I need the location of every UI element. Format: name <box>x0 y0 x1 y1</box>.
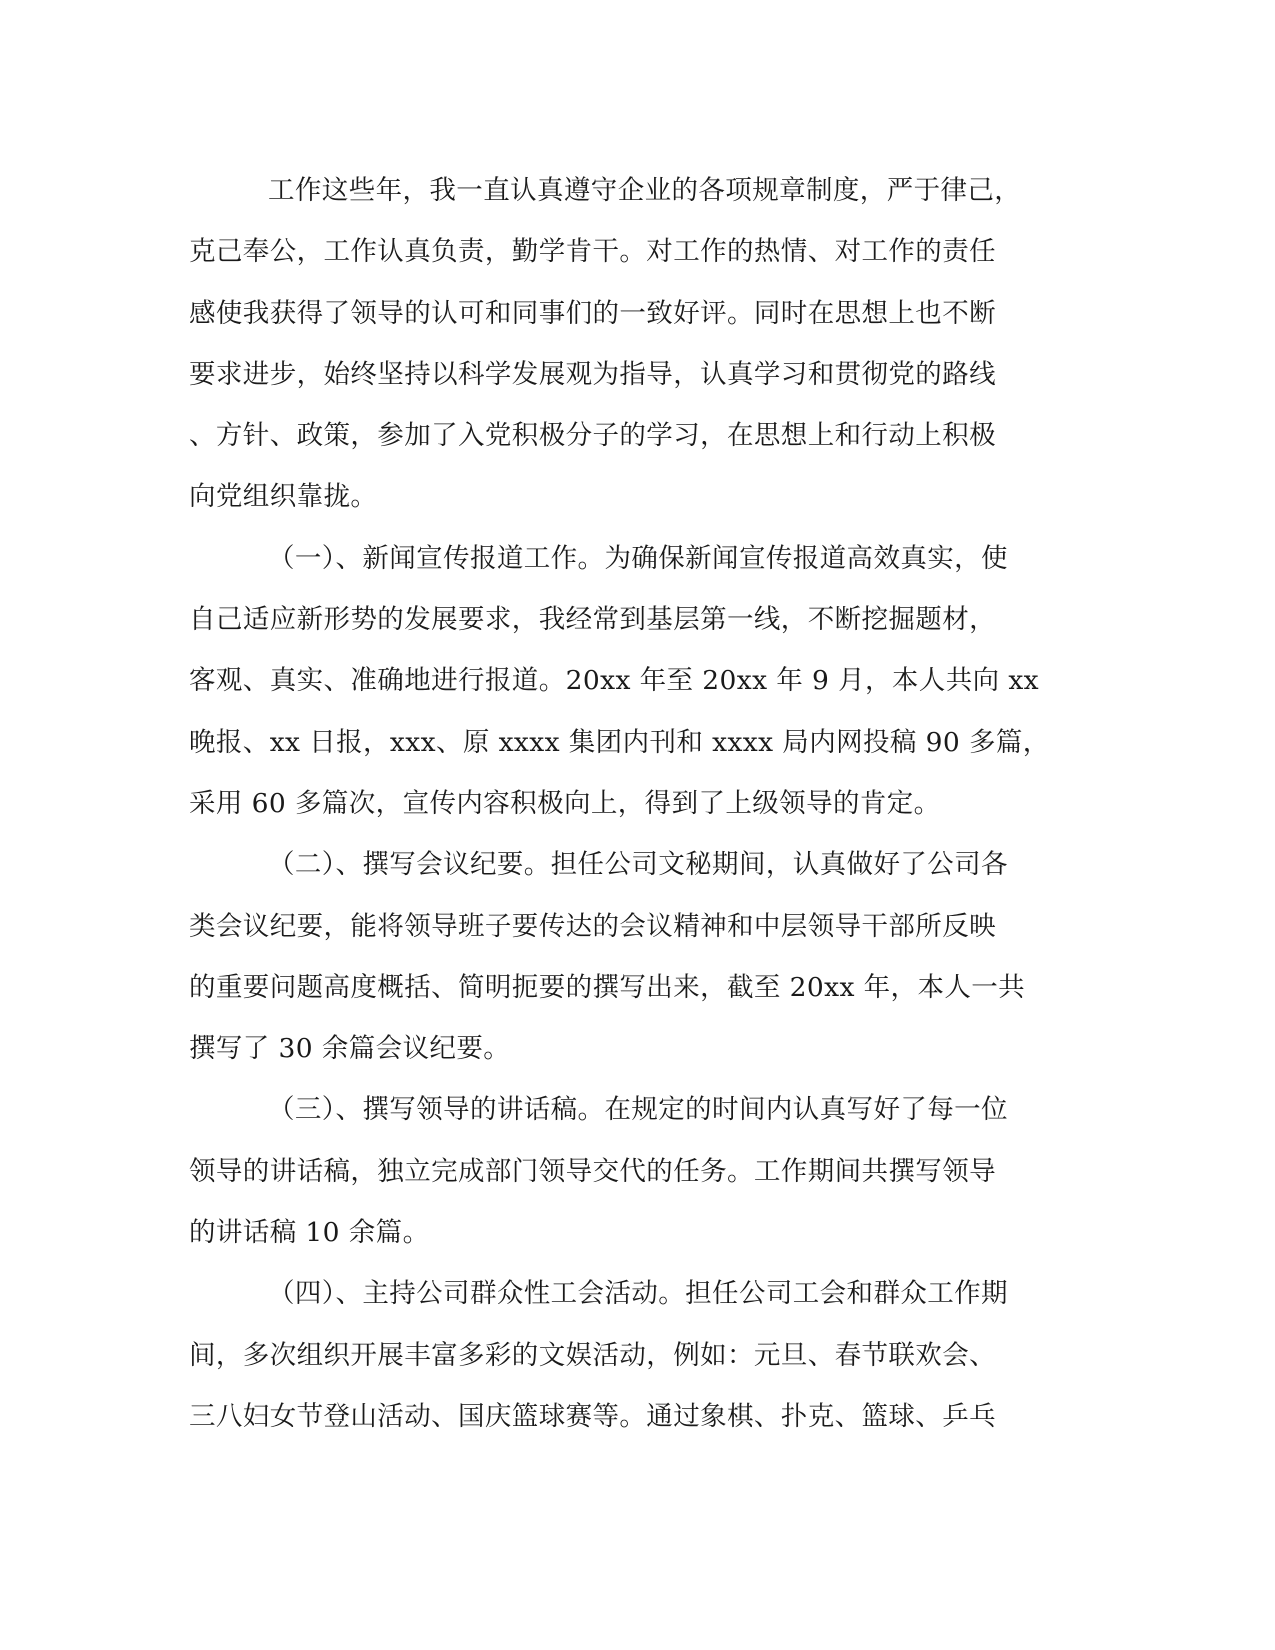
paragraph-news-reporting <box>189 528 1069 834</box>
text-line: 撰写了 30 余篇会议纪要。 <box>189 1033 511 1065</box>
text-line: 采用 60 多篇次，宣传内容积极向上，得到了上级领导的肯定。 <box>189 787 941 819</box>
text-line: 要求进步，始终坚持以科学发展观为指导，认真学习和贯彻党的路线 <box>189 358 996 390</box>
text-line: （三）、撰写领导的讲话稿。在规定的时间内认真写好了每一位 <box>268 1094 1008 1126</box>
text-line: 晚报、xx 日报，xxx、原 xxxx 集团内刊和 xxxx 局内网投稿 90 多篇， <box>189 726 1050 758</box>
paragraph-union-activities <box>189 1263 1069 1447</box>
text-line: 三八妇女节登山活动、国庆篮球赛等。通过象棋、扑克、篮球、乒乓 <box>189 1400 996 1432</box>
text-line: 领导的讲话稿，独立完成部门领导交代的任务。工作期间共撰写领导 <box>189 1155 996 1187</box>
text-line: （一）、新闻宣传报道工作。为确保新闻宣传报道高效真实，使 <box>268 542 1008 574</box>
text-line: 间，多次组织开展丰富多彩的文娱活动，例如：元旦、春节联欢会、 <box>189 1339 996 1371</box>
paragraph-work-attitude <box>189 160 1069 528</box>
text-line: （二）、撰写会议纪要。担任公司文秘期间，认真做好了公司各 <box>268 849 1008 881</box>
paragraph-meeting-minutes <box>189 834 1069 1079</box>
text-line: 克己奉公，工作认真负责，勤学肯干。对工作的热情、对工作的责任 <box>189 236 996 268</box>
text-line: 工作这些年，我一直认真遵守企业的各项规章制度，严于律己， <box>268 175 1022 206</box>
text-line: 类会议纪要，能将领导班子要传达的会议精神和中层领导干部所反映 <box>189 910 996 942</box>
text-line: 客观、真实、准确地进行报道。20xx 年至 20xx 年 9 月，本人共向 xx <box>189 665 1040 697</box>
text-line: 自己适应新形势的发展要求，我经常到基层第一线，不断挖掘题材， <box>189 604 996 636</box>
paragraph-speech-drafts <box>189 1079 1069 1263</box>
text-line: （四）、主持公司群众性工会活动。担任公司工会和群众工作期 <box>268 1278 1008 1310</box>
text-line: 的讲话稿 10 余篇。 <box>189 1217 430 1249</box>
text-line: 、方针、政策，参加了入党积极分子的学习，在思想上和行动上积极 <box>189 420 996 452</box>
text-line: 的重要问题高度概括、简明扼要的撰写出来，截至 20xx 年，本人一共 <box>189 971 1026 1003</box>
document-body <box>189 160 1069 1447</box>
text-line: 感使我获得了领导的认可和同事们的一致好评。同时在思想上也不断 <box>189 297 996 329</box>
text-line: 向党组织靠拢。 <box>189 481 378 513</box>
